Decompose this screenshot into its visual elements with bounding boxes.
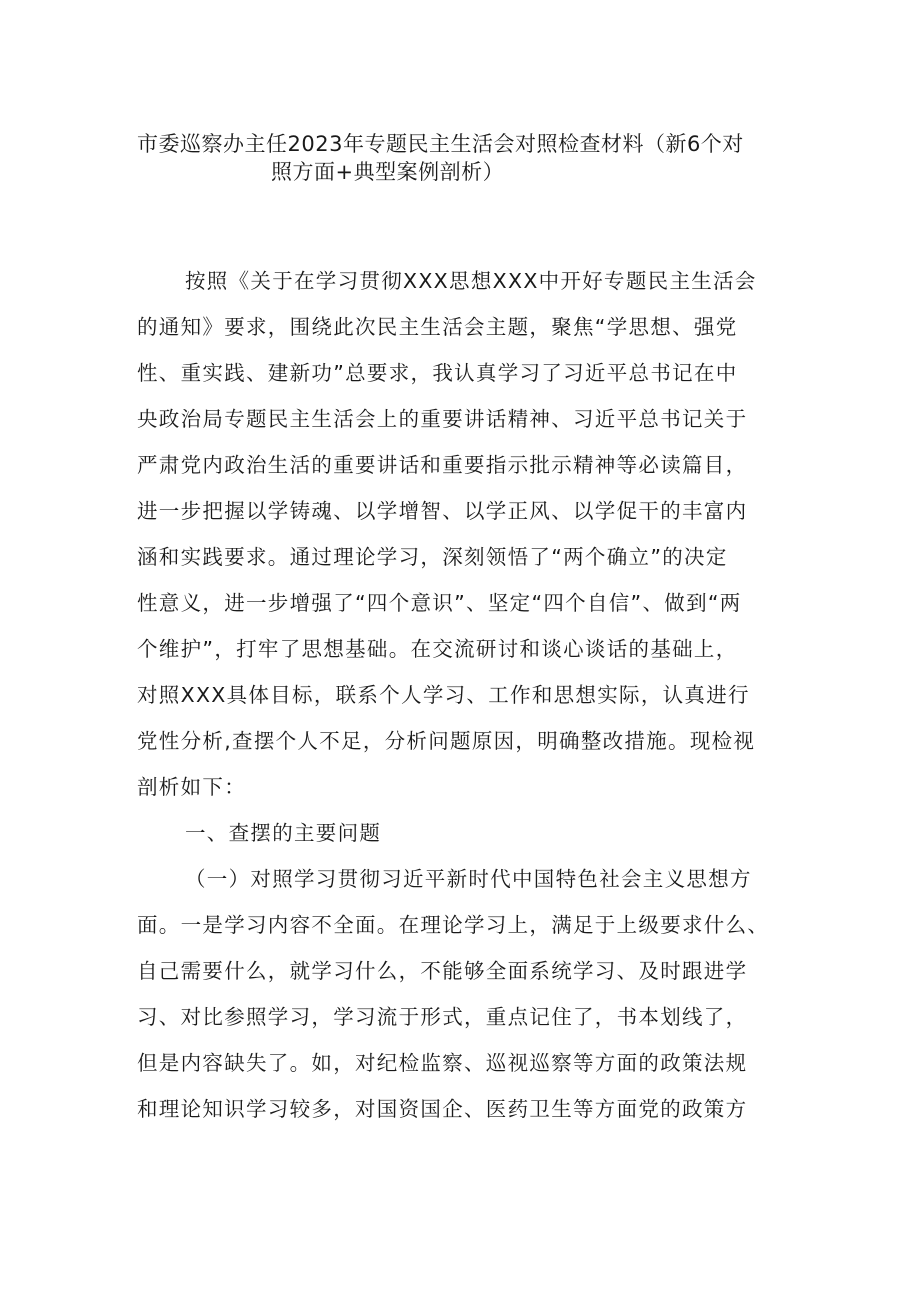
body-line: 进一步把握以学铸魂、以学增智、以学正风、以学促干的丰富内 <box>137 499 748 523</box>
body-line: 剖析如下： <box>137 775 246 799</box>
body-line: 党性分析,查摆个人不足，分析问题原因，明确整改措施。现检视 <box>137 729 756 753</box>
document-title-line-2: 照方面+典型案例剖析） <box>271 160 505 184</box>
document-title-line-1: 市委巡察办主任2023年专题民主生活会对照检查材料（新6个对 <box>137 132 744 156</box>
body-line: 自己需要什么，就学习什么，不能够全面系统学习、及时跟进学 <box>137 959 748 983</box>
body-line: 对照XXX具体目标，联系个人学习、工作和思想实际，认真进行 <box>137 683 750 707</box>
body-line: 性、重实践、建新功”总要求，我认真学习了习近平总书记在中 <box>137 361 738 385</box>
body-line: 但是内容缺失了。如，对纪检监察、巡视巡察等方面的政策法规 <box>137 1051 748 1075</box>
subsection-heading: （一）对照学习贯彻习近平新时代中国特色社会主义思想方 <box>185 867 752 891</box>
body-line: 涵和实践要求。通过理论学习，深刻领悟了“两个确立”的决定 <box>137 545 728 569</box>
body-line: 的通知》要求，围绕此次民主生活会主题，聚焦“学思想、强党 <box>137 315 738 339</box>
body-line: 按照《关于在学习贯彻XXX思想XXX中开好专题民主生活会 <box>185 269 757 293</box>
body-line: 性意义，进一步增强了“四个意识”、坚定“四个自信”、做到“两 <box>137 591 742 615</box>
body-line: 面。一是学习内容不全面。在理论学习上，满足于上级要求什么、 <box>137 913 770 937</box>
body-line: 和理论知识学习较多，对国资国企、医药卫生等方面党的政策方 <box>137 1097 748 1121</box>
section-heading: 一、查摆的主要问题 <box>185 821 382 845</box>
body-line: 央政治局专题民主生活会上的重要讲话精神、习近平总书记关于 <box>137 407 748 431</box>
body-line: 个维护”，打牢了思想基础。在交流研讨和谈心谈话的基础上， <box>137 637 738 661</box>
body-line: 严肃党内政治生活的重要讲话和重要指示批示精神等必读篇目， <box>137 453 748 477</box>
body-line: 习、对比参照学习，学习流于形式，重点记住了，书本划线了， <box>137 1005 748 1029</box>
